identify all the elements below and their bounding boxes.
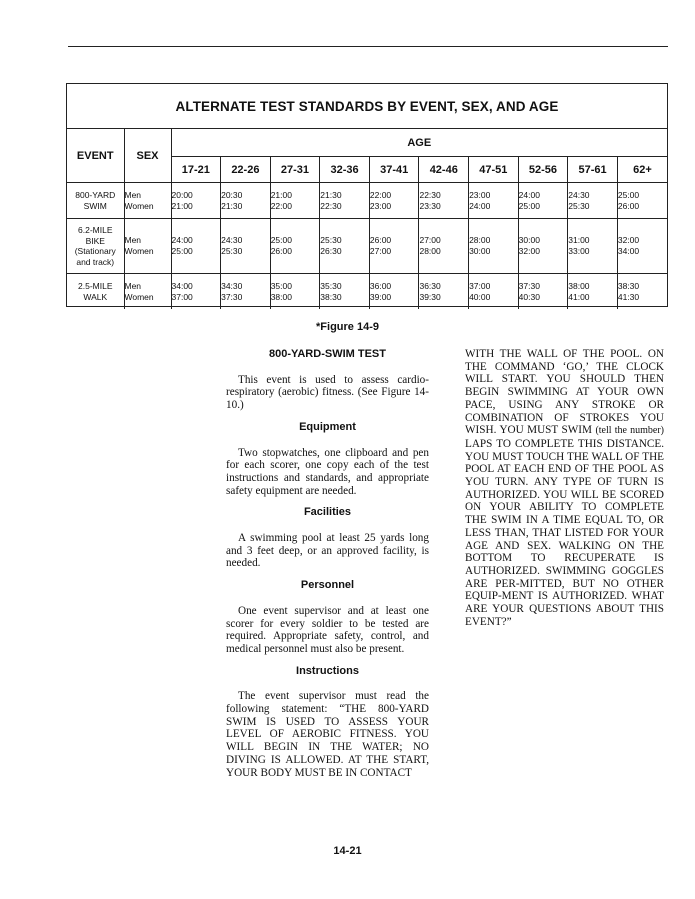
time-cell: 36:30 39:30 (419, 274, 469, 310)
left-column (226, 348, 429, 779)
time-cell: 35:30 38:30 (320, 274, 370, 310)
table-title: ALTERNATE TEST STANDARDS BY EVENT, SEX, AND AGE (67, 84, 667, 129)
section-title: 800-YARD-SWIM TEST (269, 348, 386, 360)
instructions-text-a: WITH THE WALL OF THE POOL. ON THE COMMAND ‘GO,’ THE CLOCK WILL START. YOU SHOULD THEN BEGIN SWIMMING AT YOUR OWN PACE, USING ANY STROKE OR COMBINATION OF STROKES YOU WISH. YOU MUST SWIM (465, 348, 664, 437)
time-cell: 24:00 25:00 (171, 219, 221, 274)
time-cell: 37:00 40:00 (469, 274, 519, 310)
intro-paragraph: This event is used to assess cardio-respiratory (aerobic) fitness. (See Figure 14-10.) (226, 373, 429, 412)
sex-cell: Men Women (124, 219, 171, 274)
page-number: 14-21 (333, 845, 362, 857)
time-cell: 25:30 26:30 (320, 219, 370, 274)
time-cell: 38:00 41:00 (568, 274, 618, 310)
age-col-header: 27-31 (270, 157, 320, 183)
sex-cell: Men Women (124, 274, 171, 310)
age-col-header: 22-26 (221, 157, 271, 183)
personnel-paragraph: One event supervisor and at least one scorer for every soldier to be tested are required. Appropriate safety, control, and medical personnel must also be present. (226, 604, 429, 655)
equipment-heading: Equipment (299, 420, 356, 433)
time-cell: 22:30 23:30 (419, 183, 469, 219)
time-cell: 36:00 39:00 (369, 274, 419, 310)
time-cell: 28:00 30:00 (469, 219, 519, 274)
time-cell: 22:00 23:00 (369, 183, 419, 219)
age-col-header: 32-36 (320, 157, 370, 183)
time-cell: 24:30 25:30 (568, 183, 618, 219)
equipment-paragraph: Two stopwatches, one clipboard and pen for each scorer, one copy each of the test instructions and standards, and appropriate safety equipment are needed. (226, 446, 429, 497)
time-cell: 35:00 38:00 (270, 274, 320, 310)
age-col-header: 57-61 (568, 157, 618, 183)
event-cell: 2.5-MILE WALK (67, 274, 124, 310)
sex-cell: Men Women (124, 183, 171, 219)
time-cell: 23:00 24:00 (469, 183, 519, 219)
age-col-header: 47-51 (469, 157, 519, 183)
instructions-heading: Instructions (296, 664, 359, 677)
instructions-paragraph: The event supervisor must read the following statement: “THE 800-YARD SWIM IS USED TO ASSESS YOUR LEVEL OF AEROBIC FITNESS. YOU WILL BEGIN IN THE WATER; NO DIVING IS ALLOWED. AT THE START, YOUR BODY MUST BE IN CONTACT (226, 690, 429, 779)
time-cell: 24:00 25:00 (518, 183, 568, 219)
time-cell: 20:00 21:00 (171, 183, 221, 219)
time-cell: 31:00 33:00 (568, 219, 618, 274)
instructions-text-b: LAPS TO COMPLETE THIS DISTANCE. YOU MUST TOUCH THE WALL OF THE POOL AT EACH END OF THE POOL AS YOU TURN. ANY TYPE OF TURN IS AUTHORIZED. YOU WILL BE SCORED ON YOUR ABILITY TO COMPLETE THE SWIM IN A TIME EQUAL TO, OR LESS THAN, THAT LISTED FOR YOUR AGE AND SEX. WALKING ON THE BOTTOM TO RECUPERATE IS AUTHORIZED. SWIMMING GOGGLES ARE PER-MITTED, BUT NO OTHER EQUIP-MENT IS AUTHORIZED. WHAT ARE YOUR QUESTIONS ABOUT THIS EVENT?” (465, 437, 664, 628)
right-column (465, 348, 664, 628)
facilities-paragraph: A swimming pool at least 25 yards long and 3 feet deep, or an approved facility, is needed. (226, 532, 429, 570)
age-col-header: 62+ (617, 157, 667, 183)
header-rule (68, 46, 668, 47)
sex-header: SEX (124, 129, 171, 183)
table-row (67, 183, 667, 219)
time-cell: 30:00 32:00 (518, 219, 568, 274)
time-cell: 32:00 34:00 (617, 219, 667, 274)
time-cell: 37:30 40:30 (518, 274, 568, 310)
event-header: EVENT (67, 129, 124, 183)
age-header: AGE (171, 129, 667, 157)
time-cell: 34:00 37:00 (171, 274, 221, 310)
instructions-note: (tell the number) (595, 425, 664, 437)
event-cell: 6.2-MILE BIKE (Stationary and track) (67, 219, 124, 274)
event-cell: 800-YARD SWIM (67, 183, 124, 219)
time-cell: 34:30 37:30 (221, 274, 271, 310)
age-col-header: 42-46 (419, 157, 469, 183)
time-cell: 27:00 28:00 (419, 219, 469, 274)
time-cell: 24:30 25:30 (221, 219, 271, 274)
time-cell: 21:00 22:00 (270, 183, 320, 219)
time-cell: 21:30 22:30 (320, 183, 370, 219)
table-row (67, 274, 667, 310)
personnel-heading: Personnel (300, 579, 355, 592)
facilities-heading: Facilities (303, 506, 352, 519)
time-cell: 38:30 41:30 (617, 274, 667, 310)
time-cell: 20:30 21:30 (221, 183, 271, 219)
figure-caption: *Figure 14-9 (316, 321, 379, 333)
age-col-header: 52-56 (518, 157, 568, 183)
age-col-header: 17-21 (171, 157, 221, 183)
table-row (67, 219, 667, 274)
time-cell: 25:00 26:00 (617, 183, 667, 219)
instructions-continued (465, 348, 664, 628)
standards-grid (67, 129, 667, 309)
time-cell: 26:00 27:00 (369, 219, 419, 274)
standards-table (66, 83, 668, 307)
time-cell: 25:00 26:00 (270, 219, 320, 274)
age-col-header: 37-41 (369, 157, 419, 183)
